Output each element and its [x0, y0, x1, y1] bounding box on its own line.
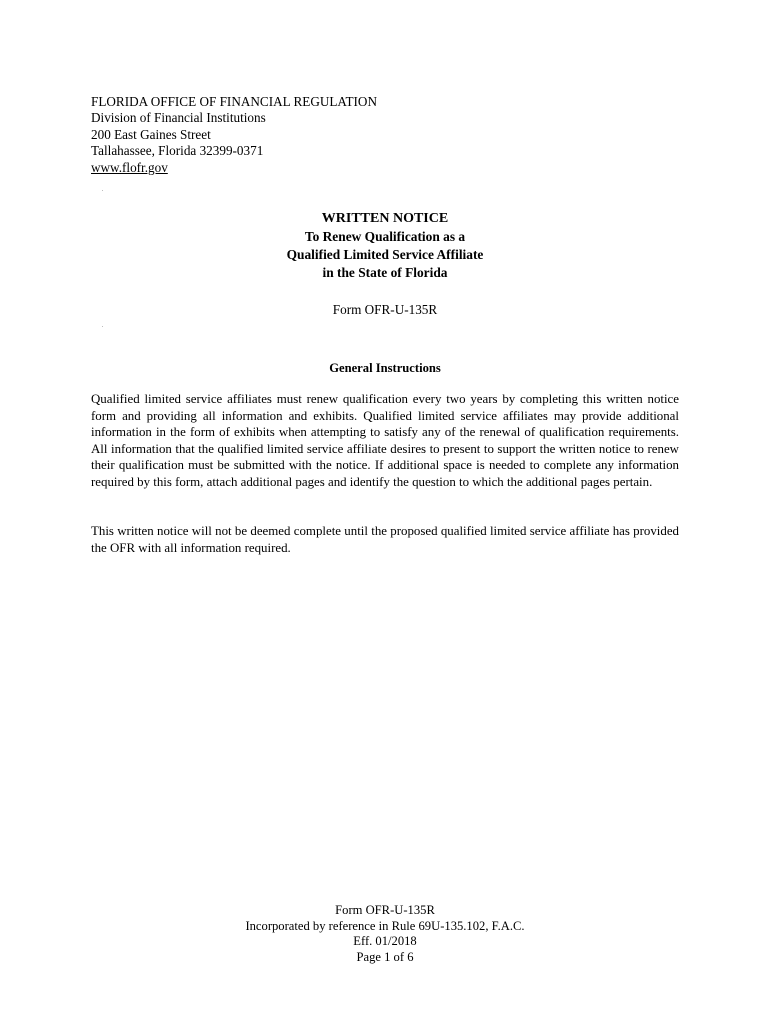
title-line-2: Qualified Limited Service Affiliate [286, 247, 484, 263]
title-line-3: in the State of Florida [322, 265, 448, 281]
section-heading-general-instructions: General Instructions [329, 361, 441, 375]
city-state-zip: Tallahassee, Florida 32399-0371 [91, 143, 264, 159]
instructions-paragraph-1: Qualified limited service affiliates must renew qualification every two years by completing this written notice form and providing all information and exhibits. Qualified limited service affiliates may provide additional information in the form of exhibits when attempting to satisfy any of the renewal of qualification requirements. All information that the qualified limited service affiliate desires to present to support the written notice to renew their qualification must be submitted with the notice. If additional space is needed to complete any information required by this form, attach additional pages and identify the question to which the additional pages pertain. [91, 392, 679, 489]
document-title [0, 210, 770, 283]
instructions-paragraph-2: This written notice will not be deemed complete until the proposed qualified limited service affiliate has provided the OFR with all information required. [91, 524, 679, 555]
division-name: Division of Financial Institutions [91, 110, 266, 126]
page-footer [0, 903, 770, 965]
form-number: Form OFR-U-135R [332, 302, 438, 317]
footer-effective-date: Eff. 01/2018 [353, 934, 417, 949]
footer-form-number: Form OFR-U-135R [335, 903, 435, 917]
scan-speck [102, 326, 103, 327]
street-address: 200 East Gaines Street [91, 126, 211, 142]
website-link[interactable]: www.flofr.gov [91, 159, 168, 175]
agency-address-block [91, 94, 377, 176]
agency-name: FLORIDA OFFICE OF FINANCIAL REGULATION [91, 94, 377, 109]
footer-page-number: Page 1 of 6 [356, 949, 414, 964]
scan-speck [102, 190, 103, 191]
title-line-1: To Renew Qualification as a [304, 229, 466, 244]
footer-rule-reference: Incorporated by reference in Rule 69U-135.102, F.A.C. [245, 918, 525, 933]
title-main: WRITTEN NOTICE [321, 211, 449, 226]
